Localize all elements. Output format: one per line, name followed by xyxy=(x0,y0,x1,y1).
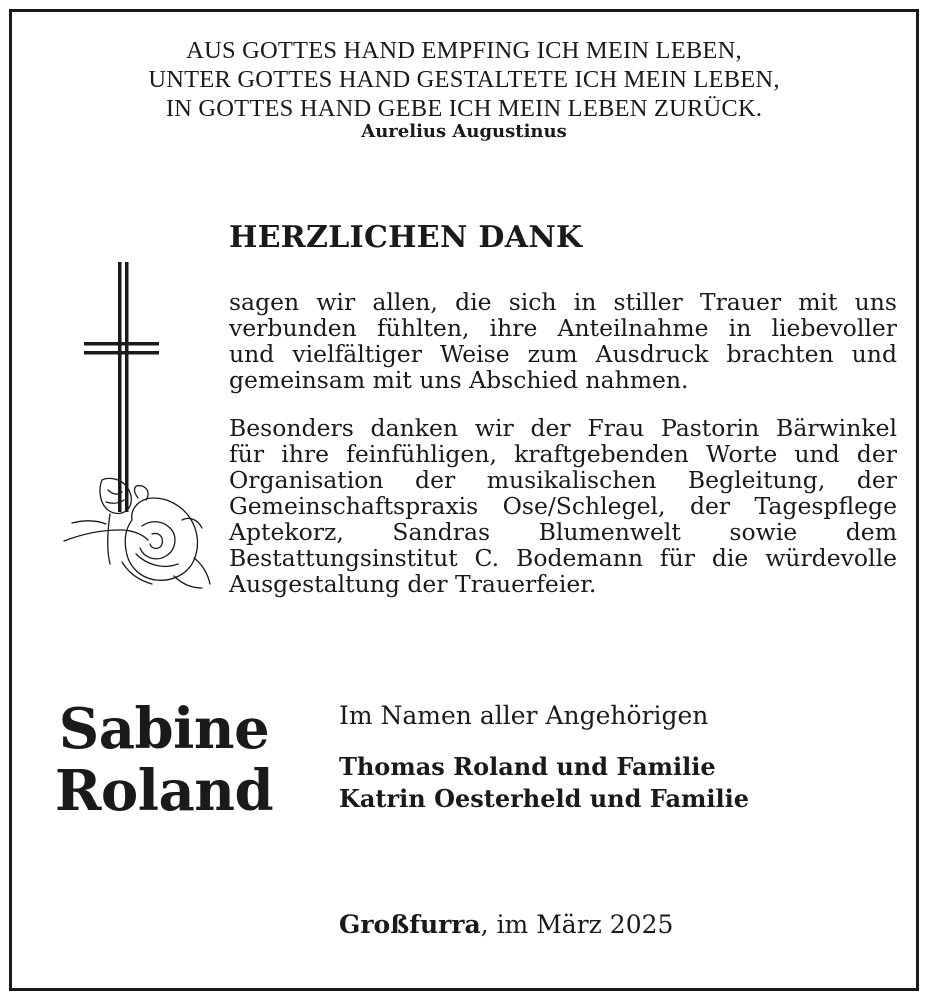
paragraph-2-line: Aptekorz, Sandras Blumenwelt sowie dem xyxy=(229,518,897,546)
paragraph-2-line: Organisation der musikalischen Begleitung, der xyxy=(229,466,897,494)
motto-line-3: IN GOTTES HAND GEBE ICH MEIN LEBEN ZURÜCK. xyxy=(165,95,763,122)
family-member: Thomas Roland und Familie xyxy=(339,752,716,781)
family-member: Katrin Oesterheld und Familie xyxy=(339,784,750,813)
cross-with-rose-icon xyxy=(62,258,214,598)
paragraph-2-line: Ausgestaltung der Trauerfeier. xyxy=(229,570,597,598)
paragraph-1-line: gemeinsam mit uns Abschied nahmen. xyxy=(229,366,689,394)
motto xyxy=(0,36,928,144)
paragraph-1-line: und vielfältiger Weise zum Ausdruck brachten und xyxy=(229,340,897,368)
paragraph-2-line: Bestattungsinstitut C. Bodemann für die würdevolle xyxy=(229,544,897,572)
deceased-name xyxy=(48,698,280,822)
motto-line-1: AUS GOTTES HAND EMPFING ICH MEIN LEBEN, xyxy=(186,37,742,64)
paragraph-1 xyxy=(229,289,897,393)
motto-author: Aurelius Augustinus xyxy=(361,121,567,142)
place-date xyxy=(339,905,673,945)
deceased-first-name: Sabine xyxy=(58,696,270,762)
thank-you-heading: HERZLICHEN DANK xyxy=(229,220,583,255)
paragraph-2 xyxy=(229,415,897,597)
signature-block xyxy=(339,700,749,815)
thank-you-text xyxy=(229,289,897,619)
signature-intro: Im Namen aller Angehörigen xyxy=(339,701,709,730)
place-name: Großfurra xyxy=(339,910,481,939)
paragraph-2-line: Gemeinschaftspraxis Ose/Schlegel, der Tagespflege xyxy=(229,492,897,520)
motto-line-2: UNTER GOTTES HAND GESTALTETE ICH MEIN LEBEN, xyxy=(148,66,780,93)
paragraph-2-line: für ihre feinfühligen, kraftgebenden Worte und der xyxy=(229,440,897,468)
deceased-last-name: Roland xyxy=(54,758,274,824)
paragraph-2-line: Besonders danken wir der Frau Pastorin Bärwinkel xyxy=(229,414,897,442)
paragraph-1-line: verbunden fühlten, ihre Anteilnahme in liebevoller xyxy=(229,314,897,342)
paragraph-1-line: sagen wir allen, die sich in stiller Trauer mit uns xyxy=(229,288,897,316)
date-text: , im März 2025 xyxy=(480,910,674,939)
